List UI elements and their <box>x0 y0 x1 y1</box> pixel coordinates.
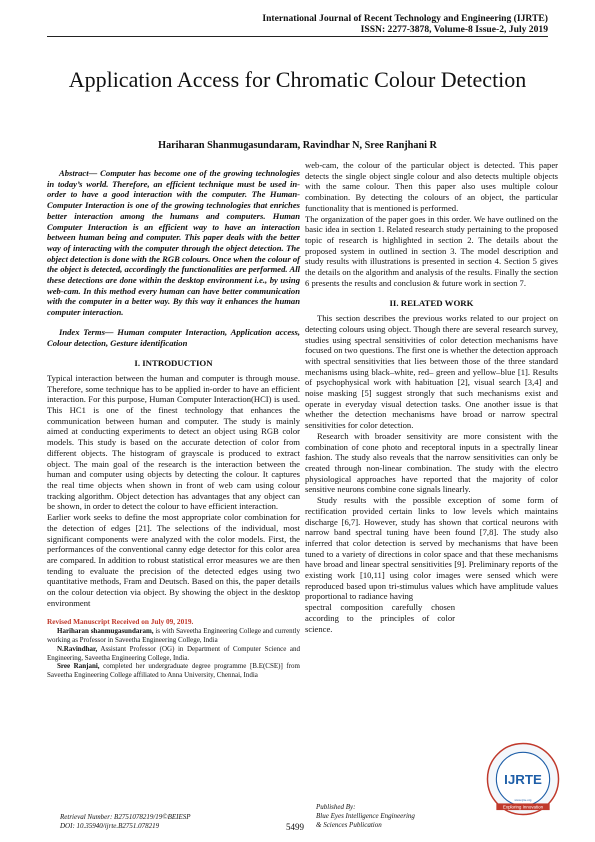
author-note-name: N.Ravindhar, <box>57 644 98 653</box>
right-column <box>305 160 558 634</box>
index-terms: Index Terms— Human computer Interaction, Application access, Colour detection, Gesture identification <box>47 326 300 348</box>
retrieval-number: Retrieval Number: B2751078219/19©BEIESP <box>60 813 191 821</box>
author-note-name: Hariharan shanmugasundaram, <box>57 627 154 636</box>
author-list: Hariharan Shanmugasundaram, Ravindhar N, Sree Ranjhani R <box>158 140 437 151</box>
published-by-label: Published By: <box>316 803 356 811</box>
publisher-name: Blue Eyes Intelligence Engineering <box>316 812 415 820</box>
logo-name: IJRTE <box>504 772 542 788</box>
intro-paragraph: Earlier work seeks to define the most appropriate color combination for the detection of edges [21]. The selections of the individual, most significant components were analyzed with the color models. First, the performances of the conventional canny edge detector for this color area are compared. In addition to robust statistical error measures we are then tending to evaluate the precision of the detected edges using two quantitative methods, Fram and Deutsch. Based on this, the paper details on the colour detection via object. By showing the object in the desktop environment <box>47 512 300 608</box>
page-number: 5499 <box>286 822 304 832</box>
author-note-text: completed her undergraduate degree programme [B.E(CSE)] from Saveetha Engineering College affiliated to Anna University, Chennai, India <box>47 662 300 680</box>
related-work-paragraph: spectral composition carefully chosen according to the principles of color science. <box>305 602 455 634</box>
section-heading-related-work: II. RELATED WORK <box>389 298 474 309</box>
author-note-text: Assistant Professor (OG) in Department of Computer Science and Engineering, Saveetha Engineering College, India. <box>47 644 300 662</box>
journal-name: International Journal of Recent Technology and Engineering (IJRTE) <box>262 13 548 24</box>
doi: DOI: 10.35940/ijrte.B2751.078219 <box>60 822 160 830</box>
section-heading-introduction: I. INTRODUCTION <box>134 358 213 369</box>
logo-url: www.ijrte.org <box>514 798 532 803</box>
body-paragraph: web-cam, the colour of the particular object is detected. This paper detects the single object single colour and also detects multiple objects with the same colour. Then this paper also uses multiple colour combination. By detecting the colours of an object, the particular functionality that is mentioned is performed. <box>305 160 558 213</box>
author-note <box>47 645 300 663</box>
intro-paragraph: Typical interaction between the human and computer is through mouse. Therefore, some technique has to be applied in-order to have an efficient interaction. For this purpose, Human Computer Interaction(HCI) is used. This HC1 is one of the finest technology that enhances the communication between human and computer. The study is mainly aimed at conducting experiments to detect an object using RGB color models. This study is based on the accurate detection of color from different objects. The histogram of grayscale is produced to extract object. The main goal of the research is the interaction between the human and computer using objects by detecting the colour. It captures the real time objects when shown in front of web cam using colour tracking algorithm. Object detection has advantages that any object can be shown, in order to detect the colour to have efficient interaction. <box>47 372 300 512</box>
issn-line: ISSN: 2277-3878, Volume-8 Issue-2, July 2019 <box>360 24 548 35</box>
abstract: Abstract— Computer has become one of the growing technologies in today’s world. Therefore, an efficient technique must be used in-order to have a good interaction with the computer. The Human-Computer Interaction is one of the growing technologies that enriches better interaction among the humans and computers. Human Computer Interaction is an efficient way to have an interaction between human being and computer. This paper deals with the better way of interacting with the computer through the object detection. The object detection is done with the RGB colours. Once when the colour of the object is detected, accordingly the functionalities are performed. All these detections are done within the desktop environment i.e., by using web-cam. In this method every human can have better communication with the computer in a better way. By this way it enhances the human computer interaction. <box>47 168 300 318</box>
related-work-paragraph: This section describes the previous works related to our project on detecting colours using object. Though there are several research survey, studies using spectral sensitivities of color detection mechanisms have focused on two questions. The first one is whether the detection approach with spectral sensitivities that lies between those of the three standard mechanisms using black–white, red– green and yellow–blue [1]. Results of psychophysical work with habituation [2], visual search [3,4] and noise masking [5] suggest strongly that such mechanisms exist and operate in everyday visual detection tasks. One another issue is that whether the detection mechanisms have broad or narrow spectral sensitivities for color detection. <box>305 313 558 431</box>
logo-tagline: Exploring Innovation <box>502 804 544 810</box>
body-paragraph: The organization of the paper goes in this order. We have outlined on the basic idea in section 1. Related research study pertaining to the proposed topic of research is highlighted in section 2. The details about the proposed system in outlined in section 3. The model description and study results with illustrations is presented in section 4. Section 5 gives the details on the algorithm and analysis of the results. Finally the section 6 presents the results and conclusion & future work in section 7. <box>305 213 558 288</box>
author-note-text: is with Saveetha Engineering College and currently working as Professor in Saveetha Engineering College, India <box>47 627 300 645</box>
header-rule <box>47 36 548 37</box>
footer-left <box>60 813 191 831</box>
related-work-paragraph: Study results with the possible exception of some form of rectification provided certain links to low levels which maintains discharge [6,7]. However, study has shown that cortical neurons with narrow band spectral tuning have been found [7,8]. The study also inferred that color detection is served by mechanisms that have been tuned to a variety of directions in color space and that these mechanisms have broad and linear spectral sensitivities [9]. Preliminary reports of the existing work [10,11] using color images were sensed which were reproduced based upon tri-stimulus values which have amplitude values proportional to radiance having <box>305 495 558 602</box>
related-work-paragraph: Research with broader sensitivity are more consistent with the combination of cone photo and receptoral inputs in a spectrally linear fashion. The study also reveals that the narrow sensitivities can only be created through non-linear combination. The study with the electro physiological approaches have reported that the majority of color sensitive neurons combine cone signals linearly. <box>305 430 558 495</box>
paper-title: Application Access for Chromatic Colour Detection <box>68 67 527 92</box>
author-note-name: Sree Ranjani, <box>57 662 100 671</box>
received-date: Revised Manuscript Received on July 09, 2019. <box>47 617 194 627</box>
author-notes <box>47 618 300 680</box>
author-note <box>47 627 300 645</box>
publisher-block <box>316 803 415 830</box>
left-column <box>47 160 300 680</box>
publisher-name-cont: & Sciences Publication <box>316 821 382 829</box>
ijrte-logo <box>486 742 560 816</box>
author-note <box>47 662 300 680</box>
